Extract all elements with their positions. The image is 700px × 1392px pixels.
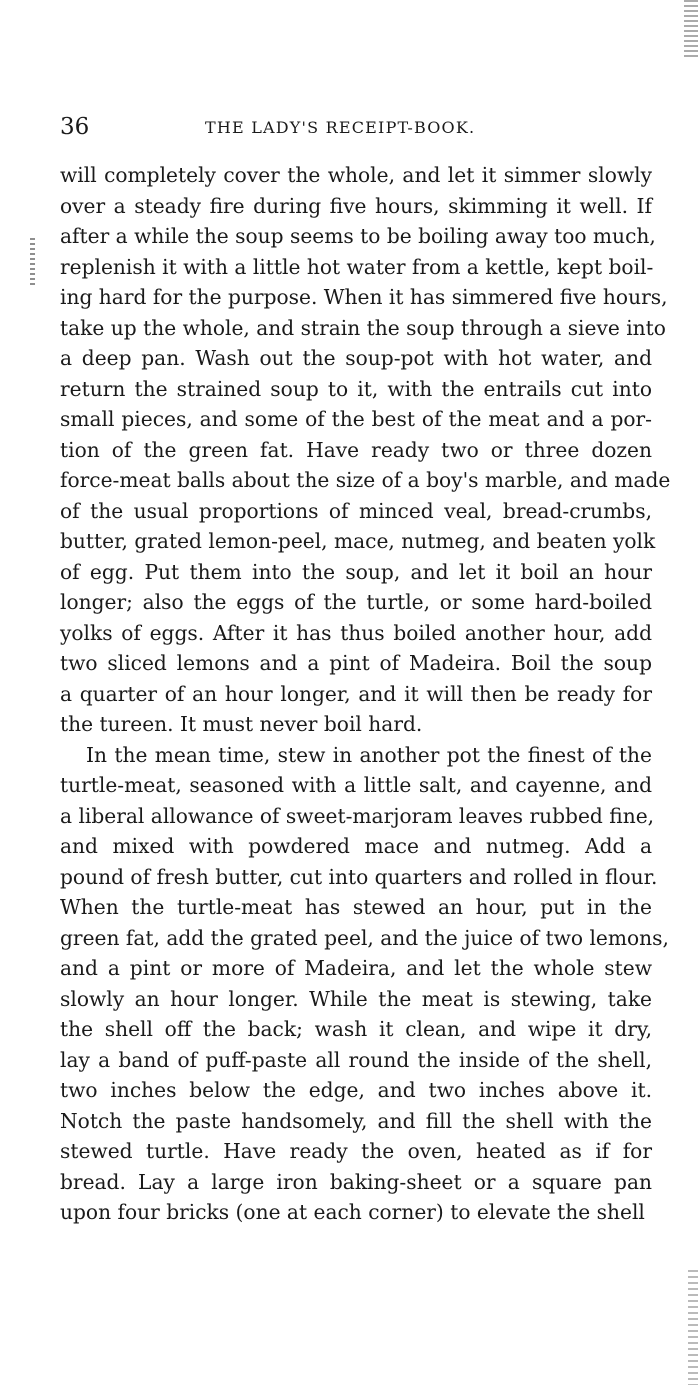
text-line: a deep pan. Wash out the soup-pot with hot water, and — [60, 346, 652, 370]
text-line: Notch the paste handsomely, and fill the shell with the — [60, 1108, 652, 1133]
text-line: stewed turtle. Have ready the oven, heated as if for — [60, 1139, 652, 1163]
text-line: ing hard for the purpose. When it has simmered five hours, — [60, 285, 668, 309]
text-line: force-meat balls about the size of a boy's marble, and made — [60, 468, 671, 492]
text-line: of egg. Put them into the soup, and let it boil an hour — [60, 559, 652, 584]
page-edge-speckle — [684, 0, 698, 60]
text-line: a quarter of an hour longer, and it will then be ready for — [60, 681, 652, 706]
text-line: upon four bricks (one at each corner) to elevate the shell — [60, 1200, 645, 1224]
text-line: of the usual proportions of minced veal, bread-crumbs, — [60, 498, 652, 523]
text-line: return the strained soup to it, with the entrails cut into — [60, 376, 652, 401]
text-line: tion of the green fat. Have ready two or three dozen — [60, 437, 652, 462]
text-line: slowly an hour longer. While the meat is stewing, take — [60, 986, 652, 1011]
running-title: THE LADY'S RECEIPT-BOOK. — [205, 118, 476, 137]
text-line: two inches below the edge, and two inches above it. — [60, 1078, 652, 1102]
text-line: and a pint or more of Madeira, and let the whole stew — [60, 956, 652, 980]
text-line: and mixed with powdered mace and nutmeg. Add a — [60, 834, 652, 858]
text-line: the tureen. It must never boil hard. — [60, 712, 423, 736]
page-body — [60, 160, 671, 1228]
text-line: turtle-meat, seasoned with a little salt, and cayenne, and — [60, 773, 652, 797]
text-line: lay a band of puff-paste all round the inside of the shell, — [60, 1047, 652, 1072]
text-line: the shell off the back; wash it clean, and wipe it dry, — [60, 1017, 652, 1041]
paragraph — [60, 160, 671, 740]
text-line: small pieces, and some of the best of the meat and a por- — [60, 407, 652, 431]
text-line: take up the whole, and strain the soup through a sieve into — [60, 315, 666, 340]
text-line: bread. Lay a large iron baking-sheet or a square pan — [60, 1169, 652, 1194]
text-line: a liberal allowance of sweet-marjoram leaves rubbed fine, — [60, 803, 655, 828]
text-line: longer; also the eggs of the turtle, or some hard-boiled — [60, 590, 652, 614]
text-line: When the turtle-meat has stewed an hour, put in the — [60, 895, 652, 919]
text-line: over a steady fire during five hours, skimming it well. If — [60, 193, 652, 218]
paragraph — [60, 740, 669, 1228]
page-header — [60, 112, 660, 142]
page-edge-speckle — [688, 1270, 698, 1385]
text-line: two sliced lemons and a pint of Madeira. Boil the soup — [60, 651, 652, 675]
text-line: pound of fresh butter, cut into quarters and rolled in flour. — [60, 864, 658, 889]
text-line: In the mean time, stew in another pot the finest of the — [86, 742, 652, 767]
text-line: butter, grated lemon-peel, mace, nutmeg, and beaten yolk — [60, 529, 656, 553]
text-line: yolks of eggs. After it has thus boiled another hour, add — [60, 620, 652, 645]
text-line: green fat, add the grated peel, and the juice of two lemons, — [60, 925, 669, 950]
margin-speckle — [30, 238, 35, 288]
text-line: after a while the soup seems to be boiling away too much, — [60, 224, 656, 248]
page-number: 36 — [60, 114, 90, 140]
text-line: replenish it with a little hot water from a kettle, kept boil- — [60, 254, 654, 279]
text-line: will completely cover the whole, and let it simmer slowly — [60, 163, 652, 187]
